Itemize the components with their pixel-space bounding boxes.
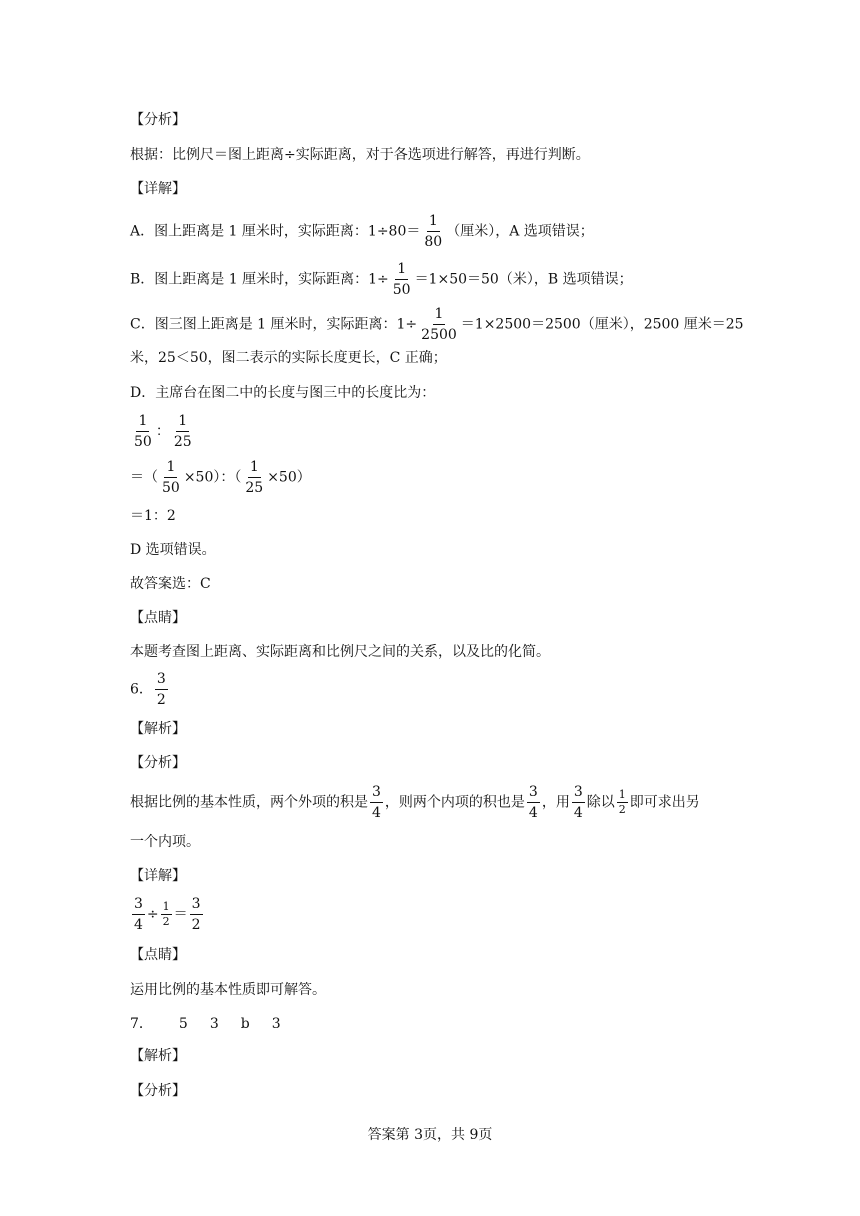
point-text-6: 运用比例的基本性质即可解答。 <box>130 982 326 998</box>
option-a: A．图上距离是 1 厘米时，实际距离：1÷80＝ $\frac{1}{80}$ （厘米），A 选项错误； <box>130 213 594 250</box>
question-7-answer: 7． 5 3 b 3 <box>130 1016 281 1032</box>
heading-analysis-3: 【分析】 <box>130 1083 186 1099</box>
q6-analysis-line2: 一个内项。 <box>130 834 200 850</box>
q6-analysis: 根据比例的基本性质，两个外项的积是 $\frac{3}{4}$ ，则两个内项的积也是 $\frac{3}{4}$ ，用 $\frac{3}{4}$ 除以 $\frac{1}{2}$ 即可求出另 <box>130 784 700 821</box>
option-b: B．图上距离是 1 厘米时，实际距离：1÷ $\frac{1}{50}$ ＝1×50＝50（米），B 选项错误； <box>130 261 633 298</box>
heading-analysis: 【分析】 <box>130 112 186 128</box>
heading-point-2: 【点睛】 <box>130 947 186 963</box>
ratio-step-1: $\frac{1}{50}$ ： $\frac{1}{25}$ <box>134 413 192 450</box>
option-d-wrong: D 选项错误。 <box>130 542 216 558</box>
ratio-step-3: ＝1：2 <box>130 508 176 524</box>
q6-detail-equation: $\frac{3}{4}$ ÷ $\frac{1}{2}$ ＝ $\frac{3}{2}$ <box>134 896 201 933</box>
heading-analysis-2: 【分析】 <box>130 755 186 771</box>
heading-solve-2: 【解析】 <box>130 1048 186 1064</box>
question-6-answer: 6． $\frac{3}{2}$ <box>130 671 166 708</box>
heading-detail: 【详解】 <box>130 181 186 197</box>
heading-detail-2: 【详解】 <box>130 868 186 884</box>
option-d-intro: D．主席台在图二中的长度与图三中的长度比为： <box>130 385 436 401</box>
page-footer: 答案第 3页，共 9页 <box>367 1127 493 1143</box>
heading-point: 【点睛】 <box>130 610 186 626</box>
point-text-5: 本题考查图上距离、实际距离和比例尺之间的关系，以及比的化简。 <box>130 644 550 660</box>
basis-text: 根据：比例尺＝图上距离÷实际距离，对于各选项进行解答，再进行判断。 <box>130 147 590 163</box>
option-c-line2: 米，25＜50，图二表示的实际长度更长，C 正确； <box>130 350 447 366</box>
ratio-step-2: ＝（ $\frac{1}{50}$ ×50）：（ $\frac{1}{25}$ ×50） <box>130 459 311 496</box>
heading-solve: 【解析】 <box>130 721 186 737</box>
option-c: C．图三图上距离是 1 厘米时，实际距离：1÷ $\frac{1}{2500}$ ＝1×2500＝2500（厘米），2500 厘米＝25 <box>130 306 744 343</box>
final-choice: 故答案选：C <box>130 576 211 592</box>
